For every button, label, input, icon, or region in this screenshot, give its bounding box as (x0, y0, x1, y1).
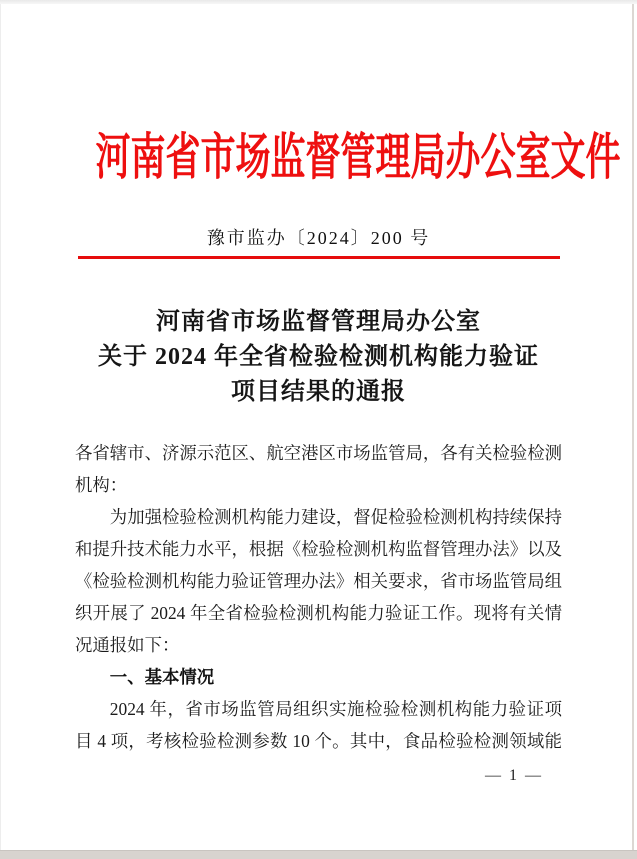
body-line-para1-2: 和提升技术能力水平，根据《检验检测机构监督管理办法》以及 (75, 539, 562, 559)
document-title-line-3: 项目结果的通报 (231, 379, 406, 405)
page-edge-right (632, 4, 634, 851)
body-line-para2-1: 2024 年，省市场监管局组织实施检验检测机构能力验证项 (109, 699, 562, 719)
page-edge-top (0, 0, 637, 4)
body-line-salutation-1: 各省辖市、济源示范区、航空港区市场监管局，各有关检验检测 (75, 443, 562, 463)
document-title-line-1: 河南省市场监督管理局办公室 (156, 309, 481, 335)
document-title (0, 305, 637, 410)
page-number: — 1 — (485, 767, 543, 784)
body-line-para2-2: 目 4 项，考核检验检测参数 10 个。其中，食品检验检测领域能 (75, 731, 562, 751)
page-edge-left (0, 4, 1, 851)
page-edge-bottom (0, 850, 637, 859)
section-heading-1: 一、基本情况 (109, 667, 215, 687)
body-line-para1-3: 《检验检测机构能力验证管理办法》相关要求，省市场监管局组 (75, 571, 562, 591)
document-title-line-2: 关于 2024 年全省检验检测机构能力验证 (98, 344, 539, 370)
body-line-salutation-2: 机构： (75, 475, 128, 495)
document-number: 豫市监办〔2024〕200 号 (206, 228, 431, 248)
body-line-para1-5: 况通报如下： (75, 635, 180, 655)
document-body (75, 437, 562, 757)
body-line-para1-1: 为加强检验检测机构能力建设，督促检验检测机构持续保持 (109, 507, 562, 527)
red-separator-rule (78, 256, 560, 259)
body-line-para1-4: 织开展了 2024 年全省检验检测机构能力验证工作。现将有关情 (75, 603, 562, 623)
agency-banner-title: 河南省市场监督管理局办公室文件 (95, 129, 621, 185)
